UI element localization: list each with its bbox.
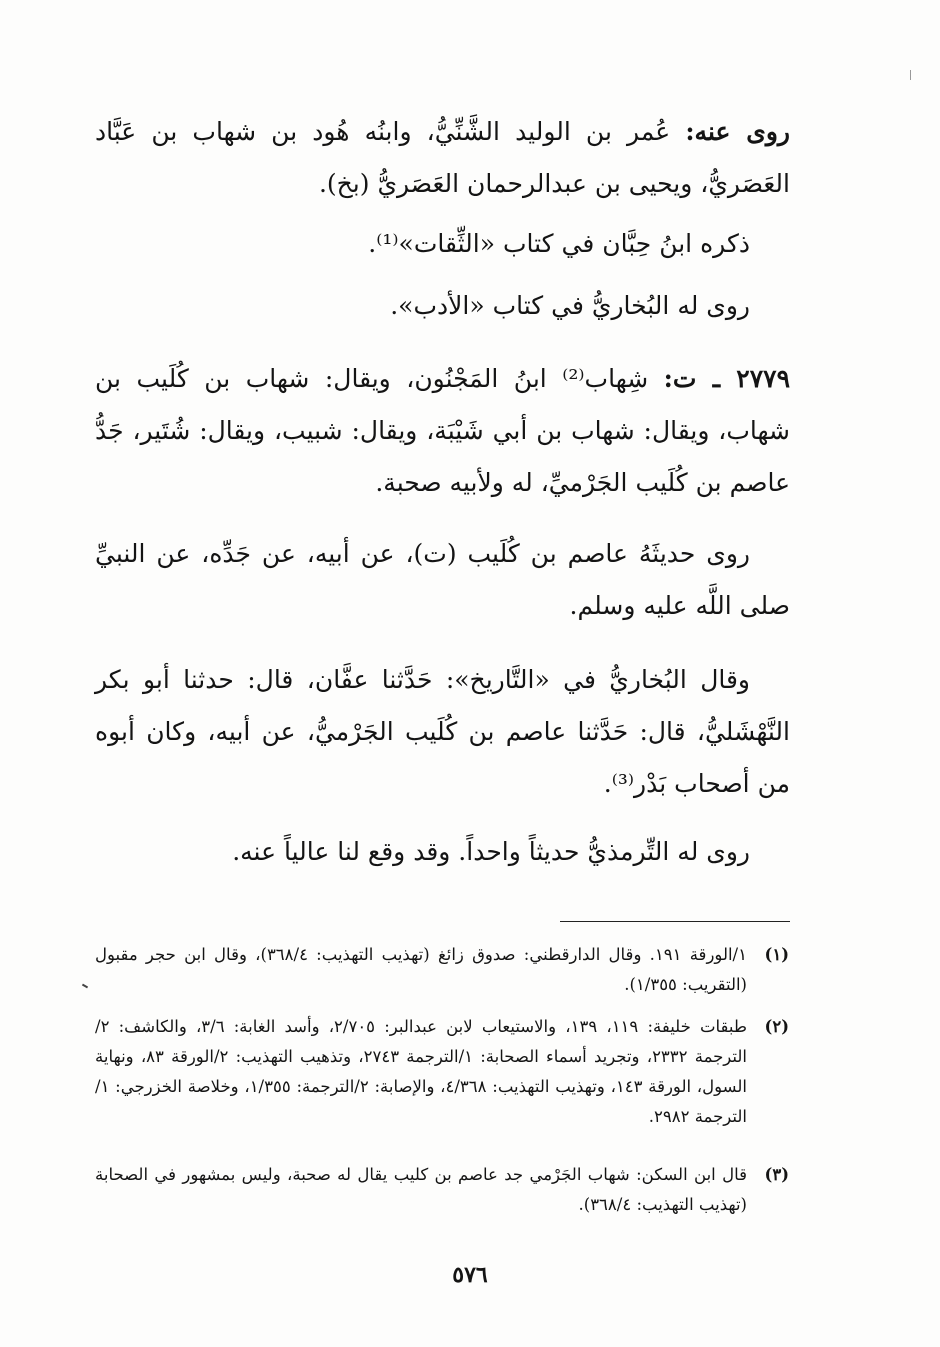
footnote-number: (٣) (764, 1165, 789, 1184)
paragraph-text: روى له التِّرمذيُّ حديثاً واحداً. وقد وقع لنا عالياً عنه. (232, 837, 750, 866)
paragraph-text: روى حديثَهُ عاصم بن كُلَيب (ت)، عن أبيه، عن جَدِّه، عن النبيِّ صلى اللَّه عليه وسلم. (95, 539, 790, 620)
footnote-text: قال ابن السكن: شهاب الجَرْمي جد عاصم بن كليب يقال له صحبة، وليس بمشهور في الصحابة (تهذيب التهذيب: ٣٦٨/٤). (95, 1165, 747, 1214)
footnote-number: (٢) (764, 1017, 789, 1036)
paragraph-entry-2779 (95, 353, 790, 509)
footnote-text: طبقات خليفة: ١١٩، ١٣٩، والاستيعاب لابن عبدالبر: ٢/٧٠٥، وأسد الغابة: ٣/٦، والكاشف: ٢/الترجمة ٢٣٣٢، وتجريد أسماء الصحابة: ١/الترجمة ٢٧٤٣، وتذهيب التهذيب: ٢/الورقة ٨٣، ونهاية السول، الورقة ١٤٣، وتهذيب التهذيب: ٤/٣٦٨، والإصابة: ٢/الترجمة: ١/٣٥٥، وخلاصة الخزرجي: ١/الترجمة ٢٩٨٢. (95, 1017, 748, 1126)
paragraph-tirmidhi (95, 826, 750, 878)
paragraph-text: وقال البُخاريُّ في «التَّاريخ»: حَدَّثنا عفَّان، قال: حدثنا أبو بكر النَّهْشَليُّ، قال: حَدَّثنا عاصم بن كُلَيب الجَرْميُّ، عن أبيه، وكان أبوه من أصحاب بَدْر⁽³⁾. (95, 665, 790, 798)
footnote (95, 1012, 789, 1132)
footnote-text: ١/الورقة ١٩١. وقال الدارقطني: صدوق زائغ (تهذيب التهذيب: ٣٦٨/٤)، وقال ابن حجر مقبول (التقريب: ١/٣٥٥). (95, 945, 747, 994)
page-number: ٥٧٦ (452, 1262, 488, 1288)
scan-mark (82, 984, 88, 989)
footnote (95, 940, 789, 1000)
paragraph-lead: روى عنه: (685, 117, 790, 146)
paragraph-text: شِهاب⁽²⁾ ابنُ المَجْنُون، ويقال: شهاب بن كُلَيب بن شهاب، ويقال: شهاب بن أبي شَيْبَة، ويقال: شبيب، ويقال: شُتَير، جَدُّ عاصم بن كُلَيب الجَرْميِّ، له ولأبيه صحبة. (95, 364, 790, 497)
paragraph-adab (95, 280, 750, 332)
paragraph-narrators (95, 106, 790, 210)
scan-mark (910, 70, 911, 80)
paragraph-text: عُمر بن الوليد الشَّنِّيُّ، وابنُه هُود بن شهاب بن عَبَّاد العَصَريُّ، ويحيى بن عبدالرحمان العَصَريُّ (بخ). (95, 117, 790, 198)
paragraph-thiqat (95, 218, 750, 270)
footnote-divider (560, 921, 790, 922)
footnote (95, 1160, 789, 1220)
paragraph-text: روى له البُخاريُّ في كتاب «الأدب». (390, 291, 750, 320)
paragraph-bukhari-tarikh (95, 654, 790, 810)
paragraph-text: ذكره ابنُ حِبَّان في كتاب «الثِّقات»⁽¹⁾. (368, 229, 750, 258)
footnote-number: (١) (764, 945, 789, 964)
paragraph-hadith (95, 528, 790, 632)
entry-number: ٢٧٧٩ ـ ت: (663, 364, 790, 393)
